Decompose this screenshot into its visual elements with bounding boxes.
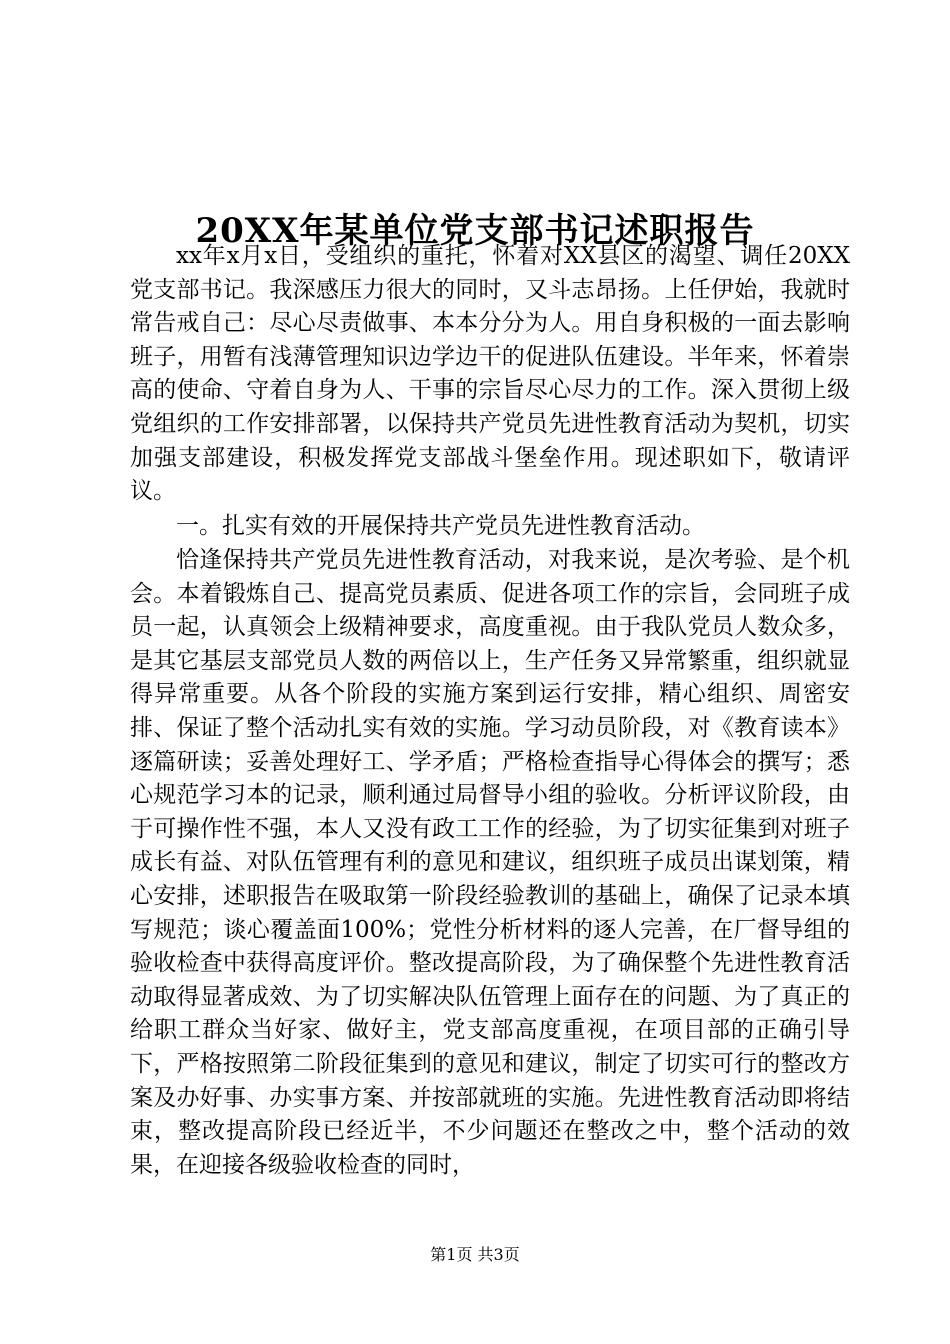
intro-paragraph: xx年x月x日，受组织的重托，怀着对XX县区的渴望、调任20XX党支部书记。我深感压力很大的同时，又斗志昂扬。上任伊始，我就时常告戒自己：尽心尽责做事、本本分分为人。用自身积极的一面去影响班子，用暂有浅薄管理知识边学边干的促进队伍建设。半年来，怀着崇高的使命、守着自身为人、干事的宗旨尽心尽力的工作。深入贯彻上级党组织的工作安排部署，以保持共产党员先进性教育活动为契机，切实加强支部建设，积极发挥党支部战斗堡垒作用。现述职如下，敬请评议。 [130, 243, 850, 505]
section-1-paragraph: 恰逢保持共产党员先进性教育活动，对我来说，是次考验、是个机会。本着锻炼自己、提高党员素质、促进各项工作的宗旨，会同班子成员一起，认真领会上级精神要求，高度重视。由于我队党员人数众多，是其它基层支部党员人数的两倍以上，生产任务又异常繁重，组织就显得异常重要。从各个阶段的实施方案到运行安排，精心组织、周密安排、保证了整个活动扎实有效的实施。学习动员阶段，对《教育读本》逐篇研读；妥善处理好工、学矛盾；严格检查指导心得体会的撰写；悉心规范学习本的记录，顺利通过局督导小组的验收。分析评议阶段，由于可操作性不强，本人又没有政工工作的经验，为了切实征集到对班子成长有益、对队伍管理有利的意见和建议，组织班子成员出谋划策，精心安排，述职报告在吸取第一阶段经验教训的基础上，确保了记录本填写规范；谈心覆盖面100%；党性分析材料的逐人完善，在厂督导组的验收检查中获得高度评价。整改提高阶段，为了确保整个先进性教育活动取得显著成效、为了切实解决队伍管理上面存在的问题、为了真正的给职工群众当好家、做好主，党支部高度重视，在项目部的正确引导下，严格按照第二阶段征集到的意见和建议，制定了切实可行的整改方案及办好事、办实事方案、并按部就班的实施。先进性教育活动即将结束，整改提高阶段已经近半，不少问题还在整改之中，整个活动的效果，在迎接各级验收检查的同时， [130, 547, 850, 1178]
document-title: 20XX年某单位党支部书记述职报告 [195, 210, 755, 251]
section-heading-1: 一。扎实有效的开展保持共产党员先进性教育活动。 [176, 513, 705, 539]
page-footer: 第1页 共3页 [430, 1245, 520, 1264]
